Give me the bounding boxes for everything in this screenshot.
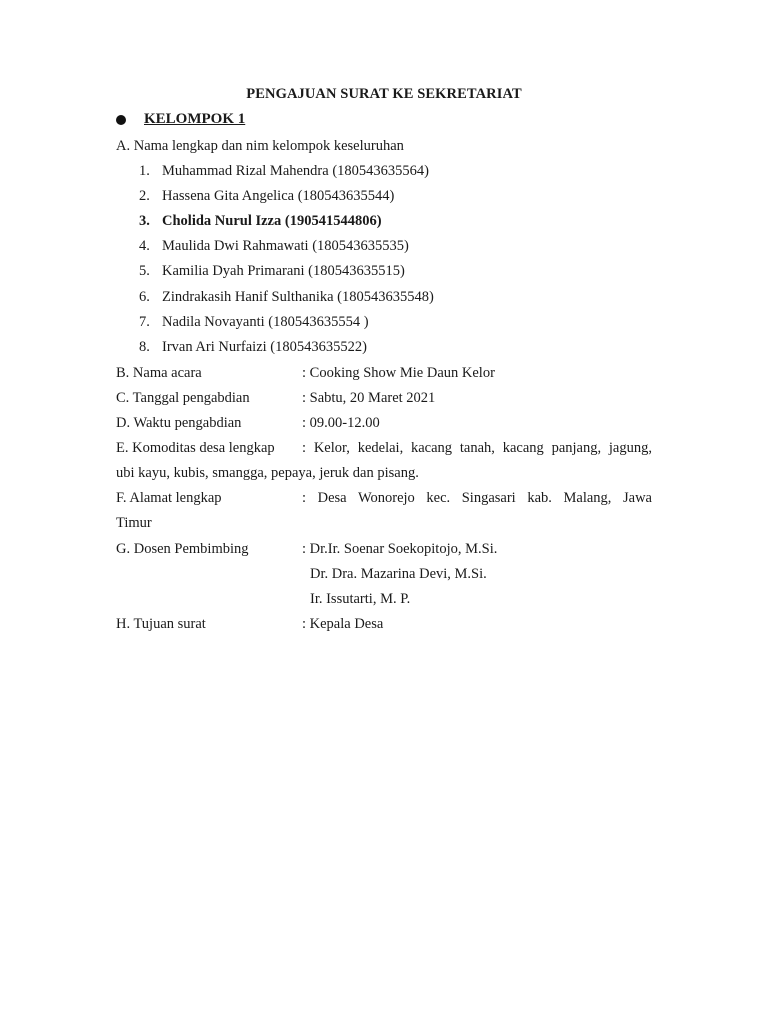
tanggal-label: C. Tanggal pengabdian [116,390,250,406]
tujuan-label: H. Tujuan surat [116,616,206,632]
member-name: Zindrakasih Hanif Sulthanika (180543635548) [162,289,434,305]
member-item [139,162,429,180]
member-number: 4. [139,238,150,254]
alamat-label: F. Alamat lengkap [116,490,222,506]
group-label: KELOMPOK 1 [144,111,246,127]
member-item [139,288,434,306]
tanggal-value: : Sabtu, 20 Maret 2021 [302,390,436,406]
member-number: 6. [139,289,150,305]
member-number: 1. [139,163,150,179]
alamat-value-line2: Timur [116,515,152,531]
member-name: Nadila Novayanti (180543635554 ) [162,314,369,330]
member-name: Irvan Ari Nurfaizi (180543635522) [162,339,367,355]
dosen-value-3: Ir. Issutarti, M. P. [310,591,411,607]
member-item [139,338,367,356]
member-item [139,212,382,230]
komoditas-label: E. Komoditas desa lengkap [116,440,275,456]
member-number: 3. [139,213,150,229]
waktu-value: : 09.00-12.00 [302,415,380,431]
nama-acara-value: : Cooking Show Mie Daun Kelor [302,365,495,381]
member-name: Hassena Gita Angelica (180543635544) [162,188,395,204]
bullet-icon [116,115,126,125]
member-item [139,237,409,255]
member-item [139,313,369,331]
page-title: PENGAJUAN SURAT KE SEKRETARIAT [246,86,522,102]
group-heading [116,111,245,128]
member-name: Kamilia Dyah Primarani (180543635515) [162,263,405,279]
dosen-label: G. Dosen Pembimbing [116,541,249,557]
alamat-value-line1: : Desa Wonorejo kec. Singasari kab. Malang, Jawa [302,490,652,506]
member-name: Maulida Dwi Rahmawati (180543635535) [162,238,409,254]
waktu-label: D. Waktu pengabdian [116,415,242,431]
nama-acara-label: B. Nama acara [116,365,202,381]
member-number: 5. [139,263,150,279]
komoditas-value-line2: ubi kayu, kubis, smangga, pepaya, jeruk dan pisang. [116,465,419,481]
tujuan-value: : Kepala Desa [302,616,384,632]
member-number: 2. [139,188,150,204]
dosen-value-2: Dr. Dra. Mazarina Devi, M.Si. [310,566,487,582]
member-item [139,187,394,205]
komoditas-value-line1: : Kelor, kedelai, kacang tanah, kacang panjang, jagung, [302,440,652,456]
member-name: Muhammad Rizal Mahendra (180543635564) [162,163,429,179]
member-number: 7. [139,314,150,330]
member-item [139,262,405,280]
section-a-heading: A. Nama lengkap dan nim kelompok keseluruhan [116,138,404,154]
member-name: Cholida Nurul Izza (190541544806) [162,213,382,229]
member-number: 8. [139,339,150,355]
dosen-value-1: : Dr.Ir. Soenar Soekopitojo, M.Si. [302,541,498,557]
